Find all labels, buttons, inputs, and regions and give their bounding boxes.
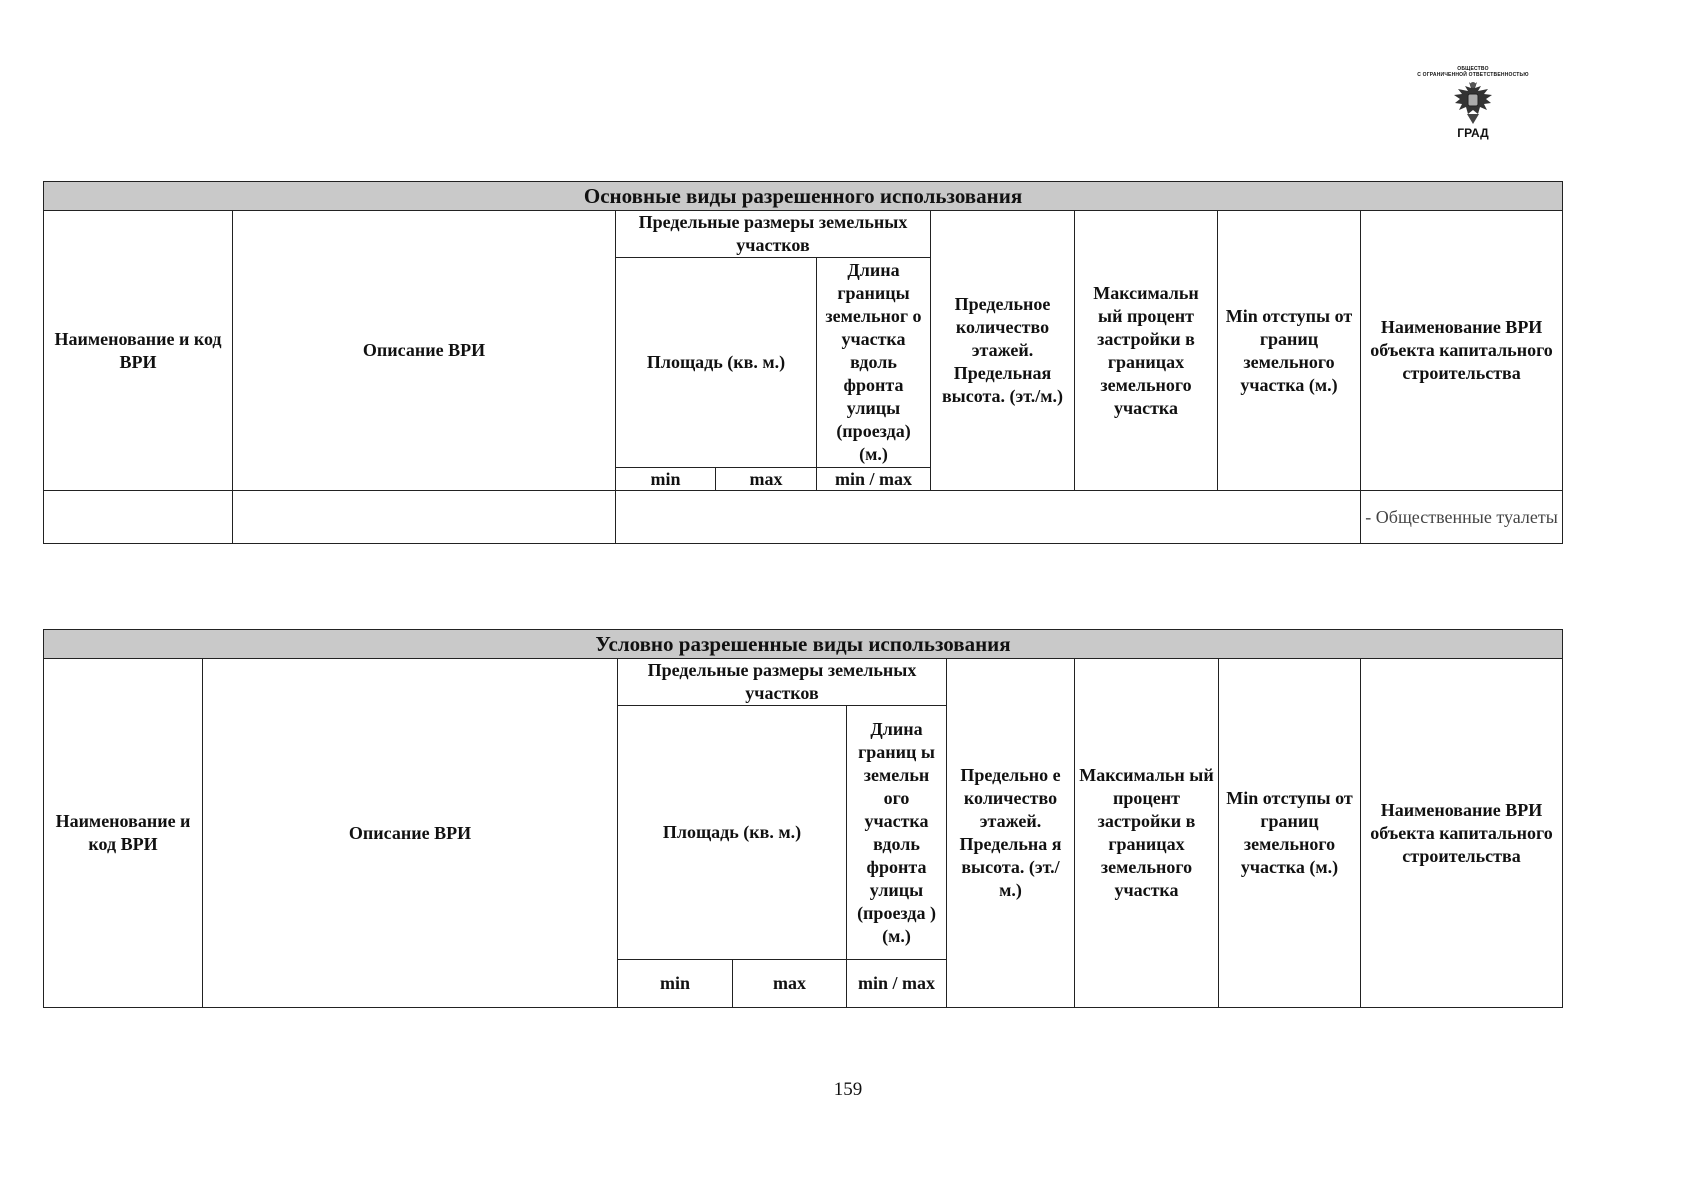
header-length: Длина границ ы земельн ого участка вдоль фронта улицы (проезда ) (м.) <box>847 706 947 960</box>
table-title: Основные виды разрешенного использования <box>44 182 1563 211</box>
logo-line1: ОБЩЕСТВО <box>1457 66 1489 72</box>
cell-description <box>233 491 616 544</box>
header-floors: Предельное количество этажей. Предельная высота. (эт./м.) <box>931 211 1075 491</box>
header-length: Длина границы земельног о участка вдоль фронта улицы (проезда) (м.) <box>817 258 931 468</box>
main-uses-table <box>43 181 1563 544</box>
header-max-percent: Максимальн ый процент застройки в границах земельного участка <box>1075 211 1218 491</box>
header-min: min <box>616 468 716 491</box>
header-description: Описание ВРИ <box>203 659 618 1008</box>
company-logo <box>1388 66 1558 156</box>
header-cap-name: Наименование ВРИ объекта капитального строительства <box>1361 659 1563 1008</box>
header-cap-name: Наименование ВРИ объекта капитального строительства <box>1361 211 1563 491</box>
logo-name: ГРАД <box>1457 126 1489 140</box>
table-row <box>44 491 1563 544</box>
header-floors: Предельно е количество этажей. Предельна я высота. (эт./м.) <box>947 659 1075 1008</box>
header-area: Площадь (кв. м.) <box>618 706 847 960</box>
table-title: Условно разрешенные виды использования <box>44 630 1563 659</box>
header-name-code: Наименование и код ВРИ <box>44 659 203 1008</box>
page-number: 159 <box>833 1079 863 1100</box>
header-max: max <box>716 468 817 491</box>
header-min: min <box>618 960 733 1008</box>
cell-parameters <box>616 491 1361 544</box>
header-name-code: Наименование и код ВРИ <box>44 211 233 491</box>
header-max-percent: Максимальн ый процент застройки в границах земельного участка <box>1075 659 1219 1008</box>
conditional-uses-table <box>43 629 1563 1008</box>
header-max: max <box>733 960 847 1008</box>
header-min-setbacks: Min отступы от границ земельного участка (м.) <box>1219 659 1361 1008</box>
header-limit-sizes: Предельные размеры земельных участков <box>618 659 947 706</box>
header-description: Описание ВРИ <box>233 211 616 491</box>
logo-line2: С ОГРАНИЧЕННОЙ ОТВЕТСТВЕННОСТЬЮ <box>1417 72 1529 78</box>
cell-name-code <box>44 491 233 544</box>
header-area: Площадь (кв. м.) <box>616 258 817 468</box>
cell-cap-object: - Общественные туалеты <box>1361 491 1563 544</box>
header-limit-sizes: Предельные размеры земельных участков <box>616 211 931 258</box>
header-min-setbacks: Min отступы от границ земельного участка (м.) <box>1218 211 1361 491</box>
header-min-max: min / max <box>817 468 931 491</box>
double-eagle-emblem-icon <box>1450 80 1496 126</box>
header-min-max: min / max <box>847 960 947 1008</box>
